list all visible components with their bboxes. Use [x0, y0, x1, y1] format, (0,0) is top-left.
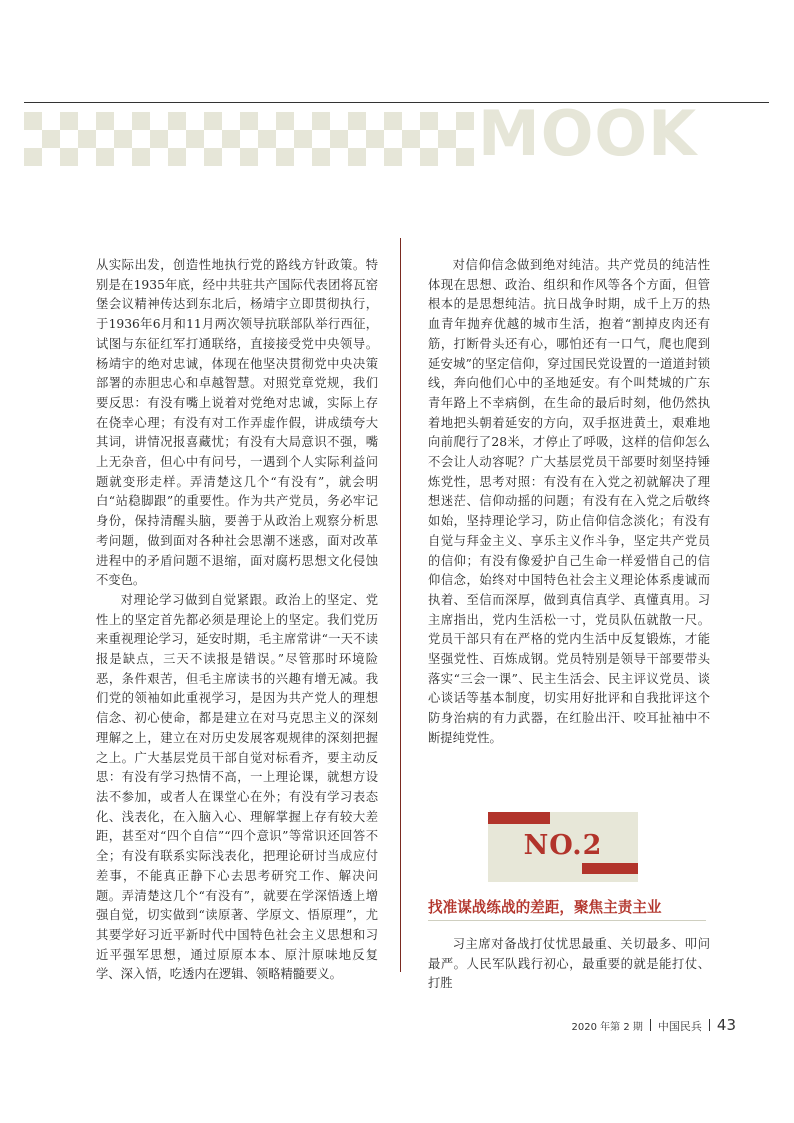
checker-square: [348, 112, 366, 130]
page-footer: [572, 1015, 736, 1035]
checker-square: [366, 130, 384, 148]
checker-square: [330, 130, 348, 148]
checker-square: [24, 148, 42, 166]
checker-square: [132, 148, 150, 166]
checker-square: [276, 112, 294, 130]
paragraph: 对理论学习做到自觉紧跟。政治上的坚定、党性上的坚定首先都必须是理论上的坚定。我们党历来重视理论学习，延安时期，毛主席常讲“一天不读报是缺点，三天不读报是错误。”尽管那时环境险恶，条件艰苦，但毛主席读书的兴趣有增无减。我们党的领袖如此重视学习，是因为共产党人的理想信念、初心使命，都是建立在对马克思主义的深刻理解之上，建立在对历史发展客观规律的深刻把握之上。广大基层党员干部自觉对标看齐，要主动反思：有没有学习热情不高，一上理论课，就想方设法不参加，或者人在课堂心在外；有没有学习表态化、浅表化，在入脑入心、理解掌握上存有较大差距，甚至对“四个自信”“四个意识”等常识还回答不全；有没有联系实际浅表化，把理论研讨当成应付差事，不能真正静下心去思考研究工作、解决问题。弄清楚这几个“有没有”，就要在学深悟透上增强自觉，切实做到“读原著、学原文、悟原理”，尤其要学好习近平新时代中国特色社会主义思想和习近平强军思想，通过原原本本、原汁原味地反复学、深入悟，吃透内在逻辑、领略精髓要义。: [96, 592, 378, 982]
section-body: [428, 935, 710, 994]
checker-square: [24, 112, 42, 130]
checker-square: [222, 130, 240, 148]
checker-square: [78, 130, 96, 148]
footer-separator: [650, 1019, 651, 1031]
checker-square: [204, 148, 222, 166]
checker-square: [60, 112, 78, 130]
checker-square: [348, 148, 366, 166]
checker-square: [312, 148, 330, 166]
checker-square: [42, 130, 60, 148]
checker-square: [114, 130, 132, 148]
checker-square: [168, 148, 186, 166]
checker-square: [132, 112, 150, 130]
section-badge: NO.2: [523, 830, 603, 861]
column-divider: [400, 238, 401, 972]
checker-square: [456, 148, 474, 166]
checker-square: [402, 130, 420, 148]
right-column: [428, 256, 710, 749]
checker-square: [204, 112, 222, 130]
magazine-name: 中国民兵: [657, 1020, 702, 1033]
checker-square: [240, 112, 258, 130]
checker-square: [384, 112, 402, 130]
checker-square: [240, 148, 258, 166]
paragraph: 习主席对备战打仗忧思最重、关切最多、叩问最严。人民军队践行初心，最重要的就是能打仗、打胜: [428, 937, 710, 991]
badge-accent-bar: [488, 812, 550, 824]
title-underline: [428, 920, 706, 921]
checker-square: [60, 148, 78, 166]
page-number: 43: [716, 1016, 736, 1034]
checker-square: [438, 130, 456, 148]
issue-label: 2020 年第 2 期: [571, 1022, 643, 1033]
checker-square: [420, 148, 438, 166]
left-column: [96, 256, 378, 985]
checker-square: [186, 130, 204, 148]
checker-square: [420, 112, 438, 130]
checker-square: [150, 130, 168, 148]
paragraph: 对信仰信念做到绝对纯洁。共产党员的纯洁性体现在思想、政治、组织和作风等各个方面，但管根本的是思想纯洁。抗日战争时期，成千上万的热血青年抛弃优越的城市生活，抱着“割掉皮肉还有筋，打断骨头还有心，哪怕还有一口气，爬也爬到延安城”的坚定信仰，穿过国民党设置的一道道封锁线，奔向他们心中的圣地延安。有个叫梵城的广东青年路上不幸病倒，在生命的最后时刻，他仍然执着地把头朝着延安的方向，双手抠进黄土，艰难地向前爬行了28米，才停止了呼吸，这样的信仰怎么不会让人动容呢？广大基层党员干部要时刻坚持锤炼党性，思考对照：有没有在入党之初就解决了理想迷茫、信仰动摇的问题；有没有在入党之后敬终如始，坚持理论学习，防止信仰信念淡化；有没有自觉与拜金主义、享乐主义作斗争，坚定共产党员的信仰；有没有像爱护自己生命一样爱惜自己的信仰信念，始终对中国特色社会主义理论体系虔诚而执着、至信而深厚，做到真信真学、真懂真用。习主席指出，党内生活松一寸，党员队伍就散一尺。党员干部只有在严格的党内生活中反复锻炼，才能坚强党性、百炼成钢。党员特别是领导干部要带头落实“三会一课”、民主生活会、民主评议党员、谈心谈话等基本制度，切实用好批评和自我批评这个防身治病的有力武器，在红脸出汗、咬耳扯袖中不断提纯党性。: [428, 258, 710, 745]
paragraph: 从实际出发，创造性地执行党的路线方针政策。特别是在1935年底，经中共驻共产国际代表团将瓦窑堡会议精神传达到东北后，杨靖宇立即贯彻执行，于1936年6月和11月两次领导抗联部队举行西征，试图与东征红军打通联络，直接接受党中央领导。杨靖宇的绝对忠诚，体现在他坚决贯彻党中央决策部署的赤胆忠心和卓越智慧。对照党章党规，我们要反思：有没有嘴上说着对党绝对忠诚，实际上存在侥幸心理；有没有对工作弄虚作假，讲成绩夸大其词，讲情况报喜藏忧；有没有大局意识不强，嘴上无杂音，但心中有问号，一遇到个人实际利益问题就变形走样。弄清楚这几个“有没有”，就会明白“站稳脚跟”的重要性。作为共产党员，务必牢记身份，保持清醒头脑，要善于从政治上观察分析思考问题，做到面对各种社会思潮不迷惑，面对改革进程中的矛盾问题不退缩，面对腐朽思想文化侵蚀不变色。: [96, 258, 378, 588]
checker-square: [168, 112, 186, 130]
checker-square: [456, 112, 474, 130]
brand-watermark: MOOK: [478, 97, 698, 170]
checker-square: [384, 148, 402, 166]
checker-square: [258, 130, 276, 148]
footer-separator: [709, 1019, 710, 1031]
checker-square: [294, 130, 312, 148]
checker-square: [96, 148, 114, 166]
section-title: 找准谋战练战的差距，聚焦主责主业: [428, 899, 662, 916]
checker-square: [96, 112, 114, 130]
checker-square: [276, 148, 294, 166]
checker-square: [312, 112, 330, 130]
